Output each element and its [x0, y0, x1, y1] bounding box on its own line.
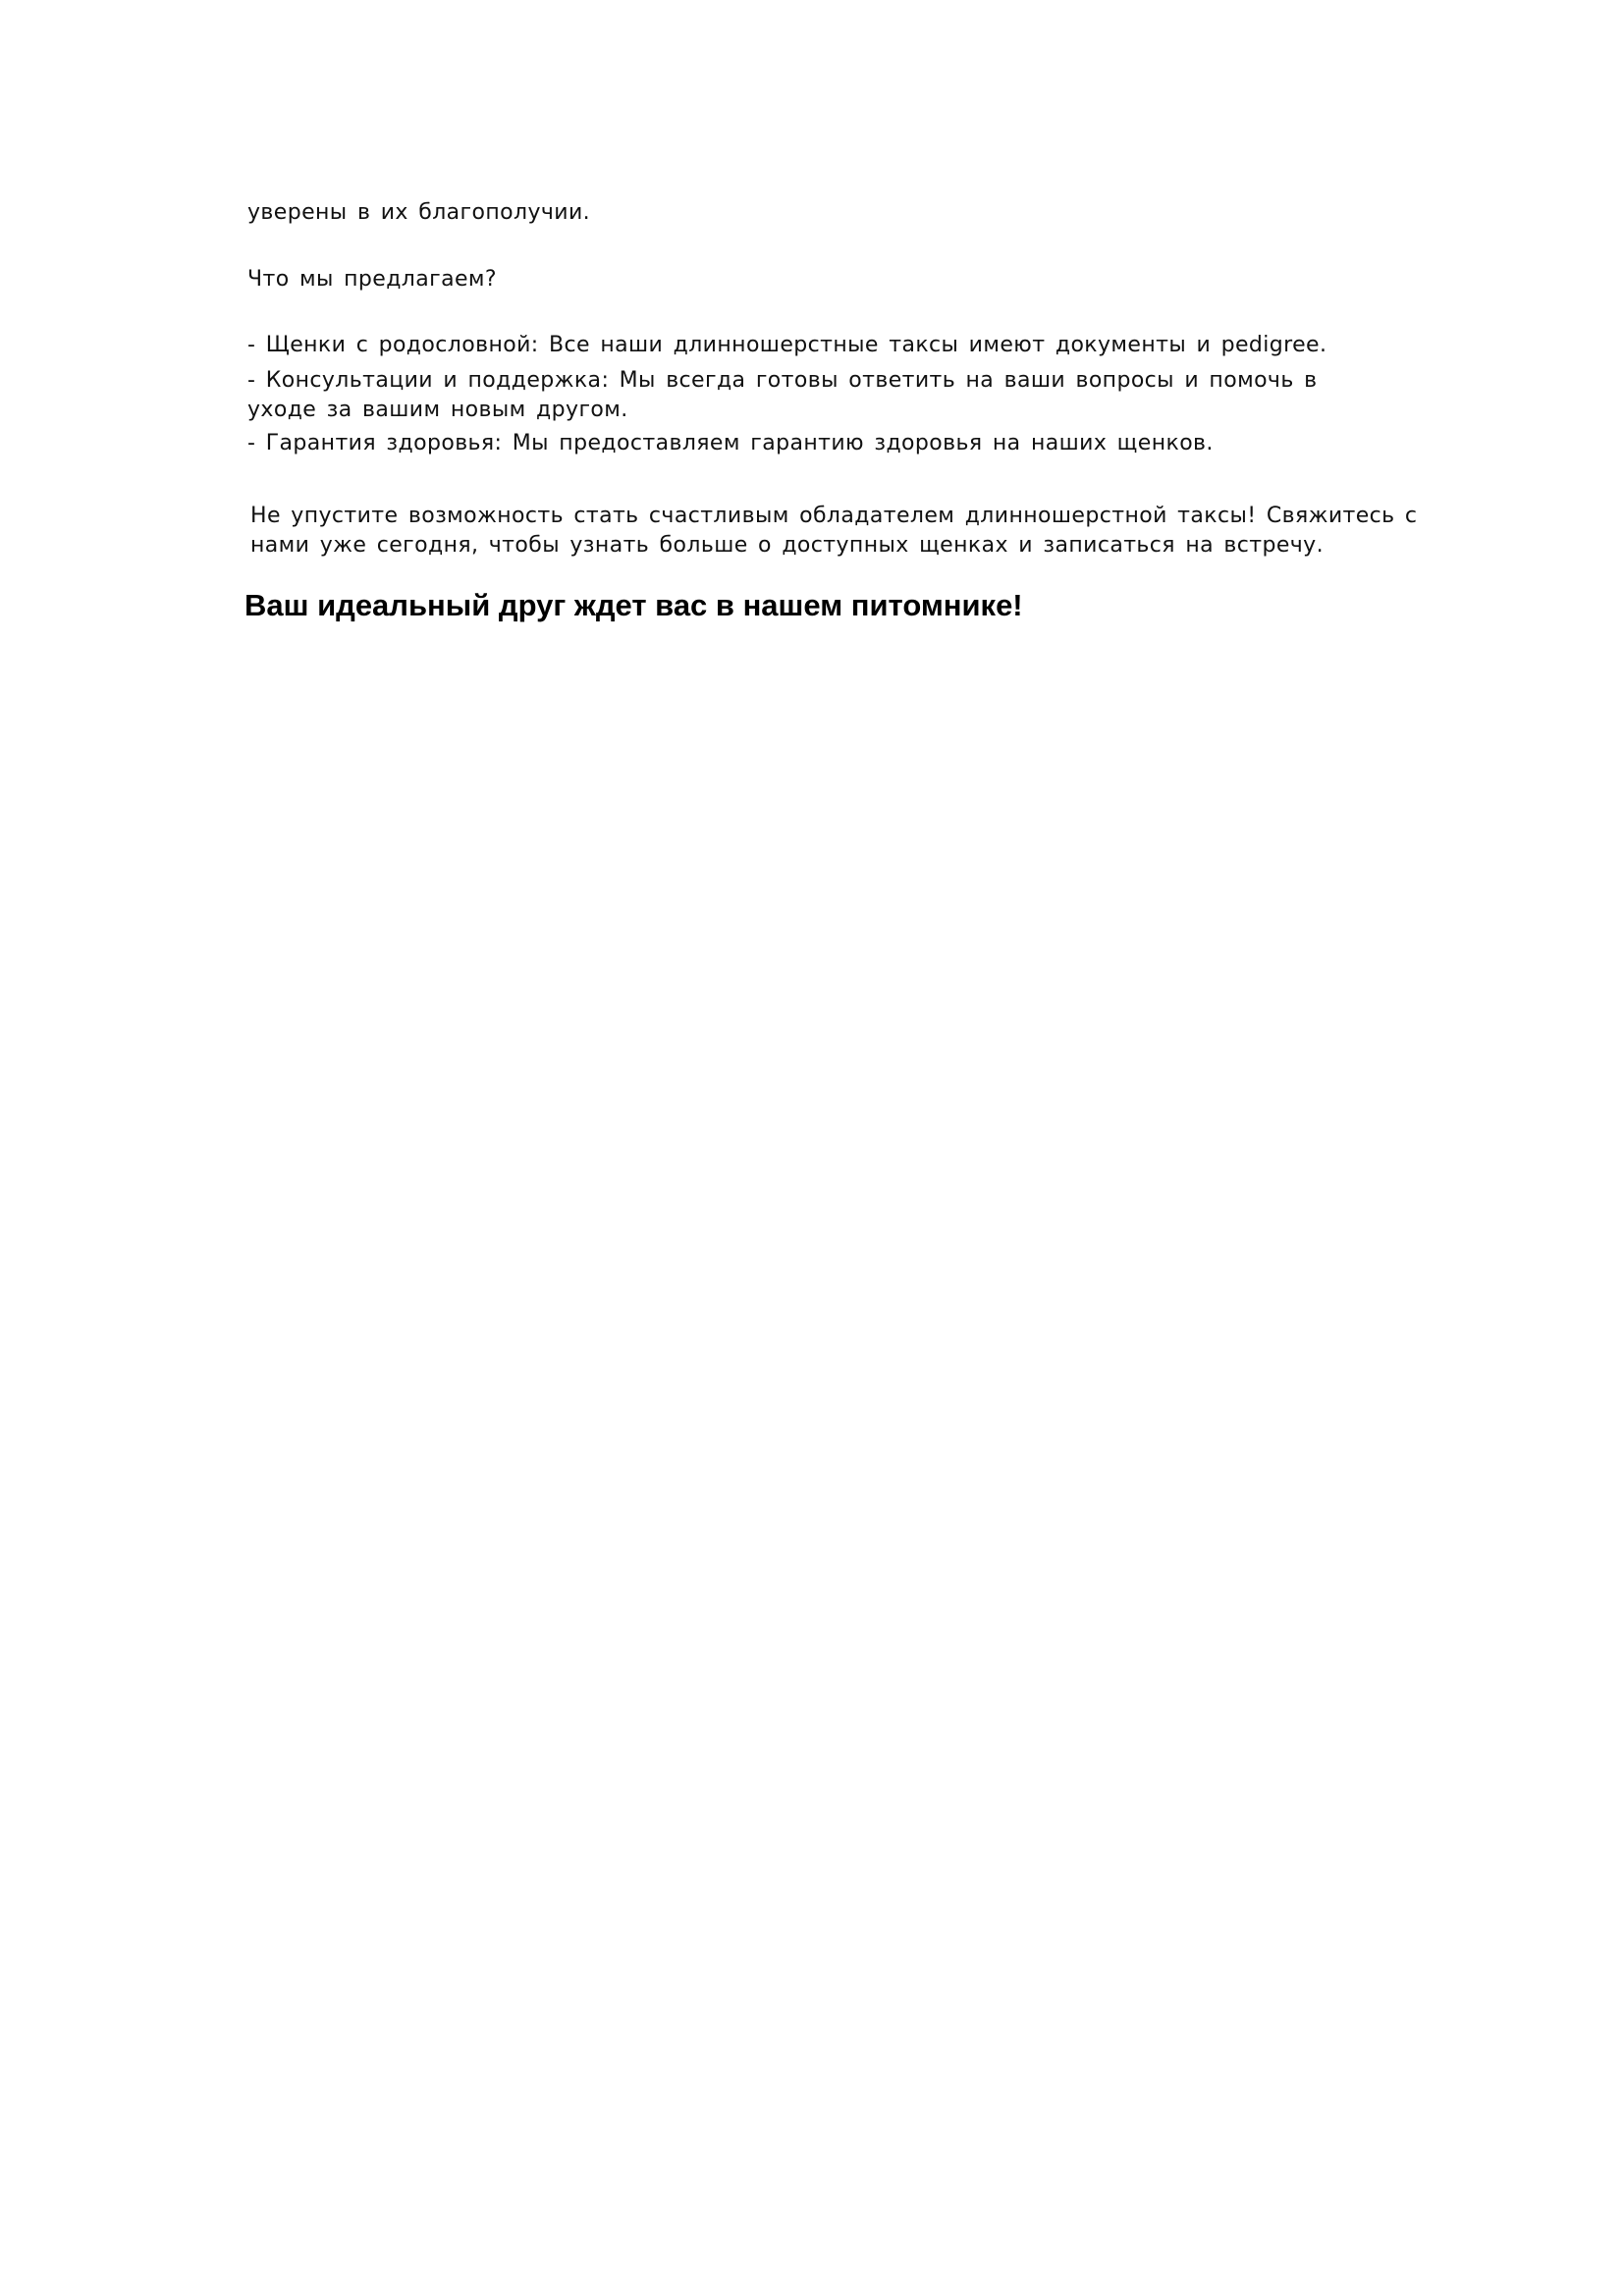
- offer-heading: Что мы предлагаем?: [247, 267, 497, 292]
- call-to-action-line-2: нами уже сегодня, чтобы узнать больше о доступных щенках и записаться на встречу.: [250, 533, 1324, 558]
- offer-item-support: - Консультации и поддержка: Мы всегда готовы ответить на ваши вопросы и помочь в: [247, 368, 1318, 393]
- offer-item-health-guarantee: - Гарантия здоровья: Мы предоставляем гарантию здоровья на наших щенков.: [247, 431, 1214, 455]
- offer-item-support-continued: уходе за вашим новым другом.: [247, 398, 628, 422]
- call-to-action-line-1: Не упустите возможность стать счастливым обладателем длинношерстной таксы! Свяжитесь с: [250, 504, 1418, 528]
- intro-tail-text: уверены в их благополучии.: [247, 200, 591, 225]
- offer-item-pedigree: - Щенки с родословной: Все наши длинношерстные таксы имеют документы и pedigree.: [247, 333, 1327, 357]
- closing-heading: Ваш идеальный друг ждет вас в нашем питомнике!: [244, 588, 1023, 622]
